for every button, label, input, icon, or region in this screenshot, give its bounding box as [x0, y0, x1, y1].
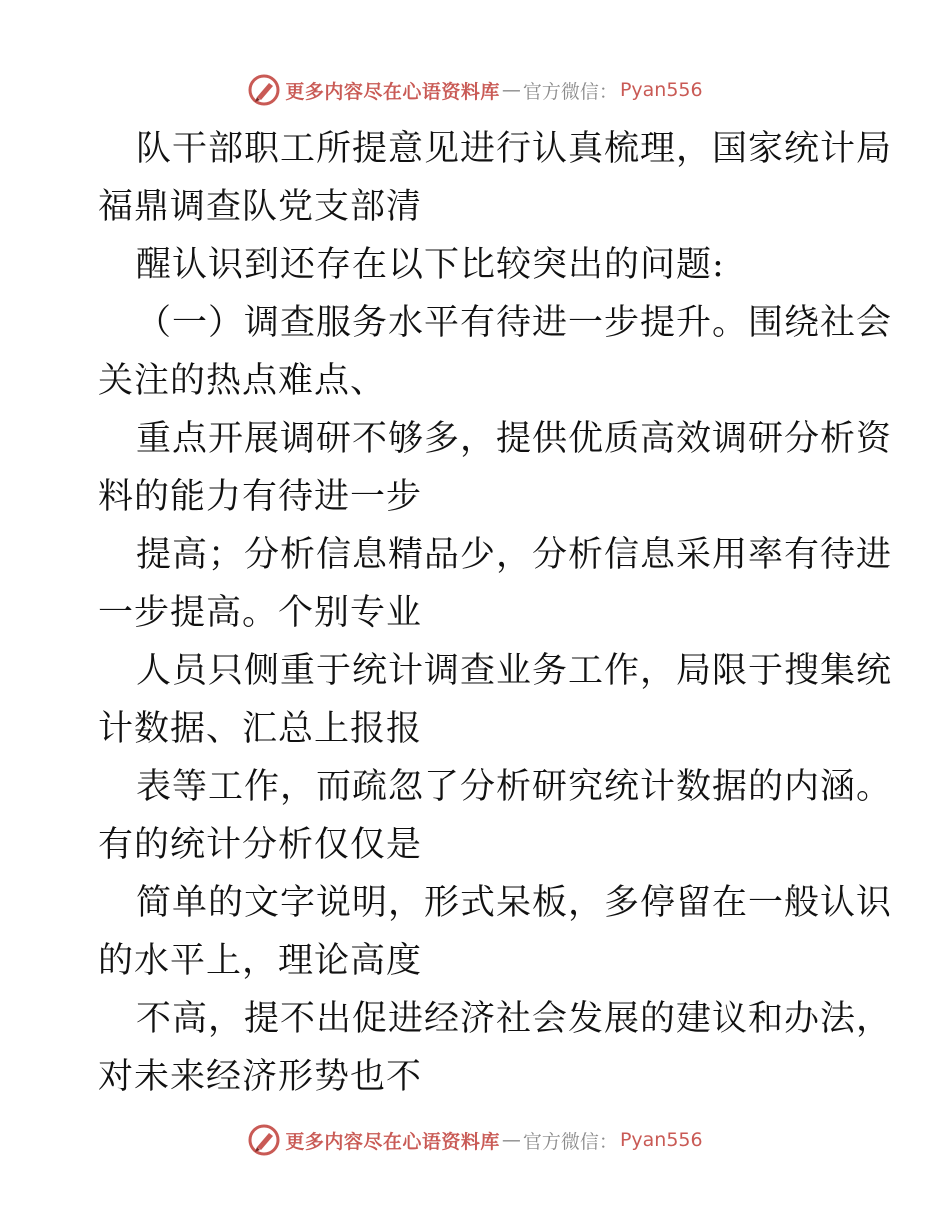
text-line: 计数据、汇总上报报 [98, 709, 423, 749]
header-banner [0, 70, 950, 110]
pen-logo-icon [247, 1123, 281, 1157]
text-line: 有的统计分析仅仅是 [98, 825, 423, 865]
text-line: 队干部职工所提意见进行认真梳理，国家统计局 [136, 129, 893, 169]
header-contact-id: Pyan556 [619, 79, 703, 101]
text-line: 关注的热点难点、 [98, 361, 387, 401]
header-contact-label: 官方微信： [522, 80, 618, 103]
text-line: 的水平上，理论高度 [98, 941, 423, 981]
footer-brand-text: 更多内容尽在心语资料库 [285, 1130, 500, 1153]
header-brand-text: 更多内容尽在心语资料库 [285, 80, 500, 103]
text-line: （一）调查服务水平有待进一步提升。围绕社会 [136, 303, 893, 343]
footer-contact-label: 官方微信： [522, 1130, 618, 1153]
text-line: 醒认识到还存在以下比较突出的问题: [136, 245, 725, 285]
text-line: 不高，提不出促进经济社会发展的建议和办法， [136, 999, 893, 1039]
text-line: 简单的文字说明，形式呆板，多停留在一般认识 [136, 883, 893, 923]
text-line: 重点开展调研不够多，提供优质高效调研分析资 [136, 419, 893, 459]
text-line: 人员只侧重于统计调查业务工作，局限于搜集统 [136, 651, 893, 691]
text-line: 提高；分析信息精品少，分析信息采用率有待进 [136, 535, 893, 575]
footer-separator: — [501, 1129, 521, 1151]
footer-contact-id: Pyan556 [619, 1129, 703, 1151]
footer-banner [0, 1120, 950, 1160]
header-separator: — [501, 79, 521, 101]
text-line: 一步提高。个别专业 [98, 593, 423, 633]
text-line: 料的能力有待进一步 [98, 477, 423, 517]
pen-logo-icon [247, 73, 281, 107]
text-line: 福鼎调查队党支部清 [98, 187, 423, 227]
document-body [98, 120, 893, 1106]
text-line: 表等工作，而疏忽了分析研究统计数据的内涵。 [136, 767, 893, 807]
text-line: 对未来经济形势也不 [98, 1057, 423, 1097]
